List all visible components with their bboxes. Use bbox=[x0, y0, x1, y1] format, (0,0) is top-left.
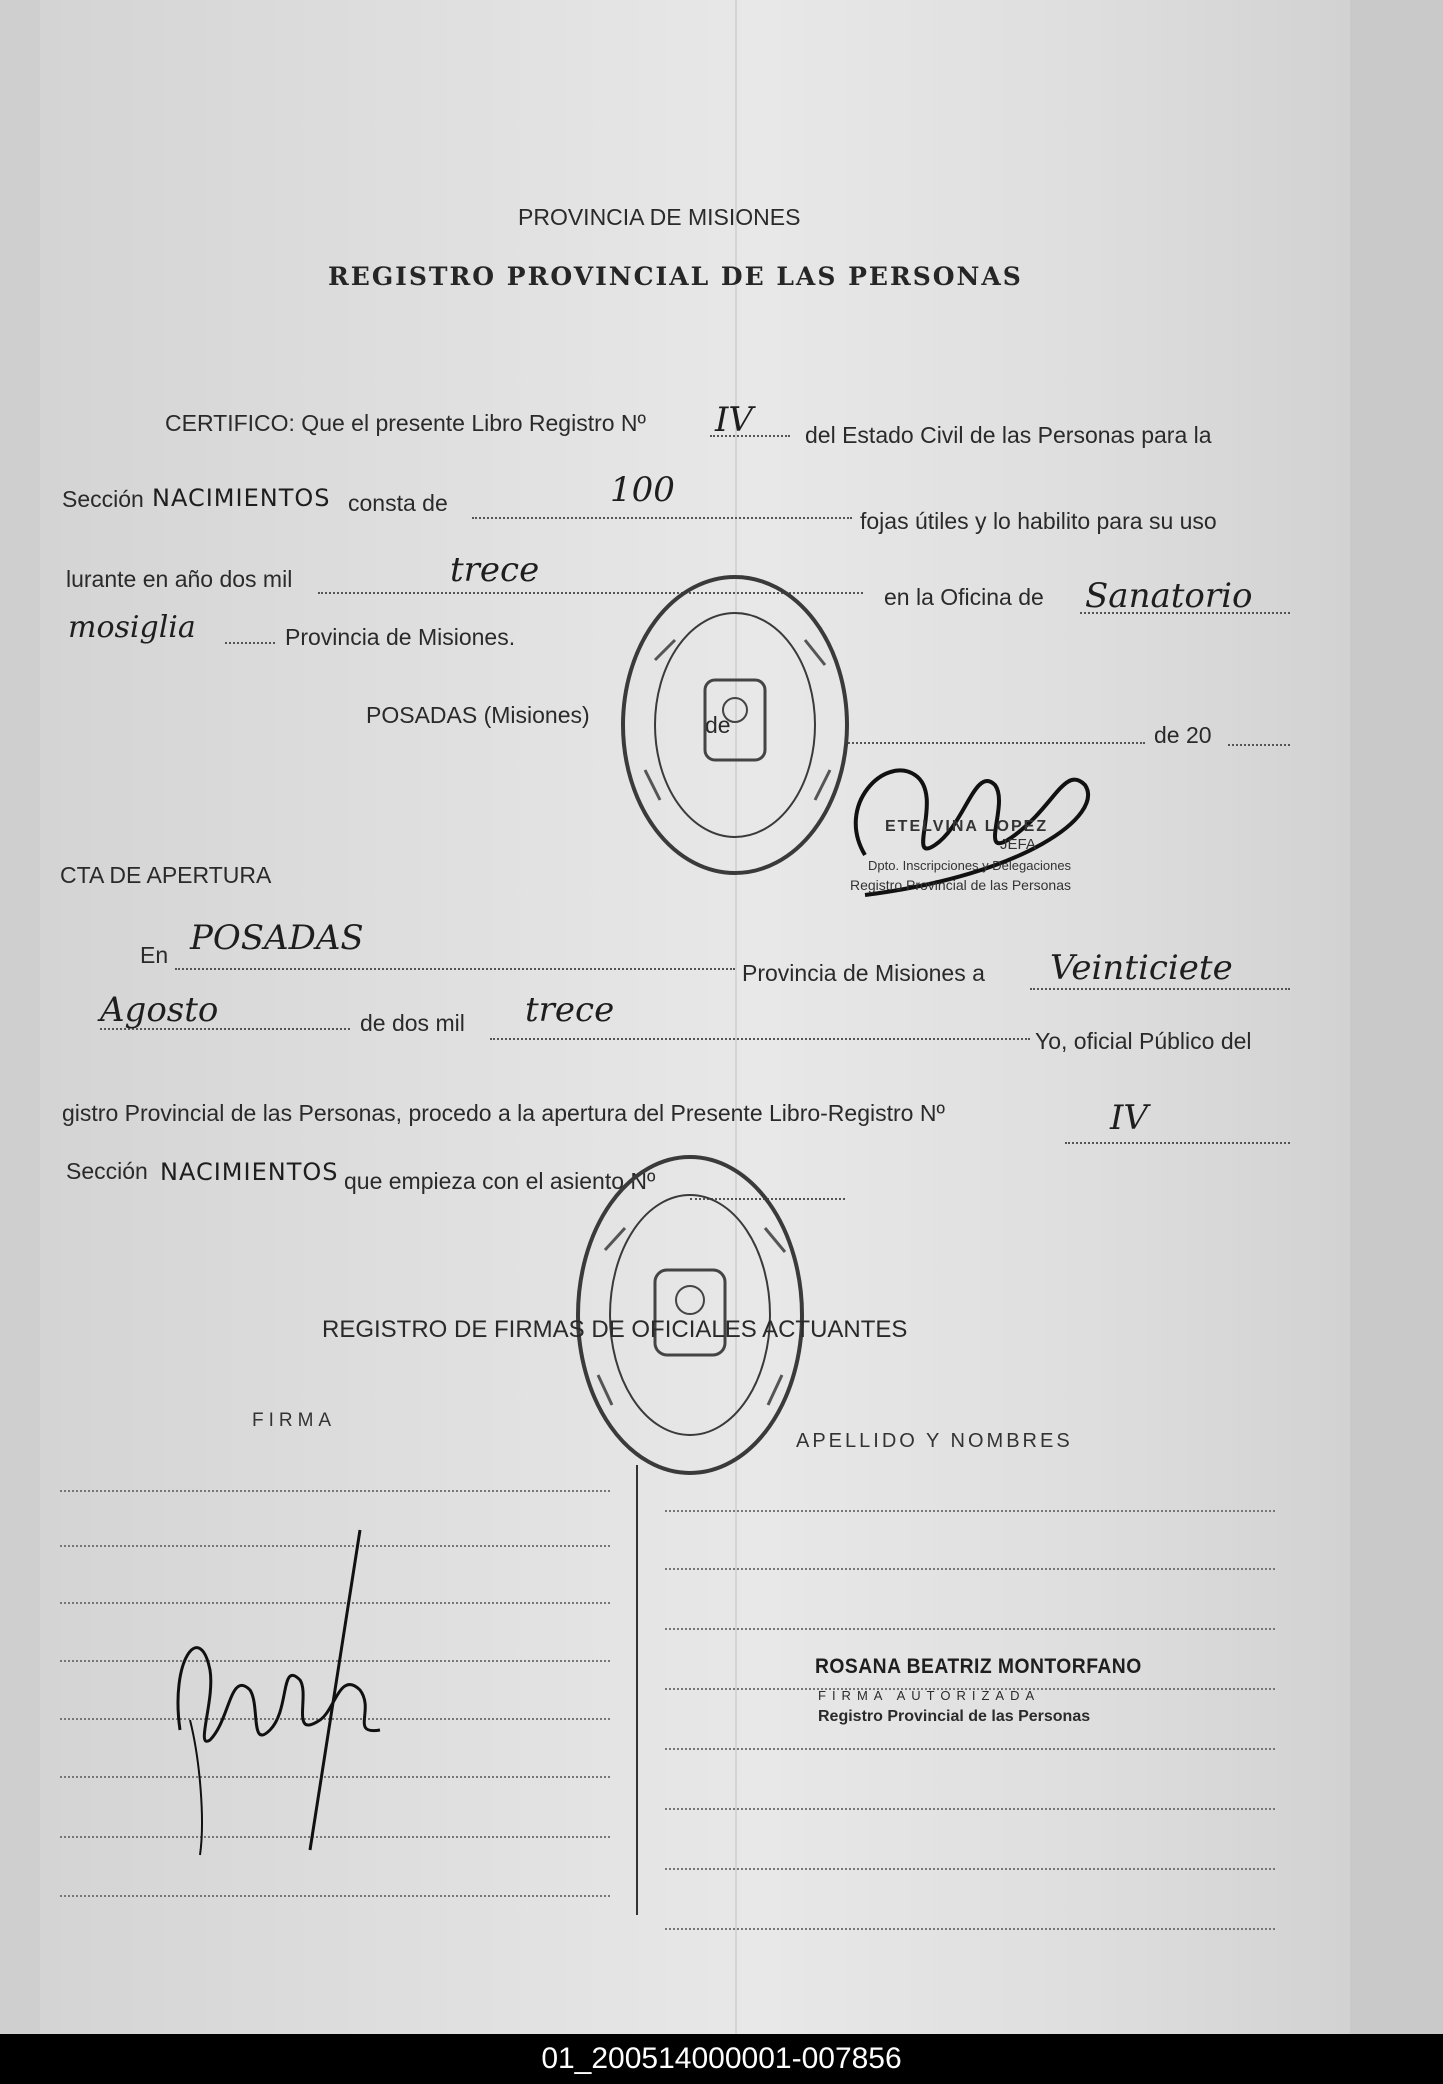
cert-line1-prefix: CERTIFICO: Que el presente Libro Registro Nº bbox=[165, 410, 646, 436]
stamp-name: ROSANA BEATRIZ MONTORFANO bbox=[815, 1655, 1142, 1678]
seccion-value: NACIMIENTOS bbox=[152, 484, 331, 512]
place-value: POSADAS bbox=[190, 918, 364, 958]
oficial-signature bbox=[160, 1520, 400, 1860]
day-value: Veinticiete bbox=[1050, 948, 1233, 988]
seccion-value-acta: NACIMIENTOS bbox=[160, 1158, 339, 1186]
oficina-value-2: mosiglia bbox=[68, 610, 196, 645]
durante-label: lurante en año dos mil bbox=[66, 566, 293, 592]
month-value: Agosto bbox=[100, 990, 219, 1030]
provincia-suffix: Provincia de Misiones. bbox=[285, 624, 516, 650]
stamp-registry: Registro Provincial de las Personas bbox=[818, 1708, 1091, 1725]
jefa-dept: Dpto. Inscripciones y Delegaciones bbox=[868, 858, 1072, 873]
apertura-line: gistro Provincial de las Personas, procedo a la apertura del Presente Libro-Registro Nº bbox=[62, 1100, 945, 1126]
nombre-row-5 bbox=[665, 1748, 1275, 1750]
place-date-label: POSADAS (Misiones) bbox=[366, 702, 590, 728]
year20-field bbox=[1228, 744, 1290, 746]
page-left-edge bbox=[0, 0, 40, 2034]
fojas-suffix: fojas útiles y lo habilito para su uso bbox=[860, 508, 1217, 534]
libro-number-value: IV bbox=[715, 400, 753, 440]
nombre-row-8 bbox=[665, 1928, 1275, 1930]
seccion-label-acta: Sección bbox=[66, 1158, 148, 1184]
de20-label: de 20 bbox=[1154, 722, 1212, 748]
nombre-row-3 bbox=[665, 1628, 1275, 1630]
oficina-label: en la Oficina de bbox=[884, 584, 1044, 610]
oficina-field-2 bbox=[225, 642, 275, 644]
year-value-acta: trece bbox=[525, 990, 615, 1030]
jefa-registry: Registro Provincial de las Personas bbox=[850, 877, 1071, 893]
image-id-footer: 01_200514000001-007856 bbox=[0, 2034, 1443, 2084]
jefa-title: JEFA bbox=[1000, 836, 1036, 853]
seccion-label: Sección bbox=[62, 486, 144, 512]
libro-number-field-acta bbox=[1065, 1142, 1290, 1144]
place-field bbox=[175, 968, 735, 970]
official-seal-bottom bbox=[570, 1150, 810, 1480]
fojas-field bbox=[472, 517, 852, 519]
fojas-value: 100 bbox=[610, 470, 675, 510]
col-firma-header: FIRMA bbox=[252, 1410, 337, 1431]
day-field bbox=[1030, 988, 1290, 990]
nombre-row-6 bbox=[665, 1808, 1275, 1810]
col-nombres-header: APELLIDO Y NOMBRES bbox=[796, 1430, 1073, 1452]
acta-heading: CTA DE APERTURA bbox=[60, 862, 272, 888]
provincia-label: Provincia de Misiones a bbox=[742, 960, 985, 986]
nombre-row-1 bbox=[665, 1510, 1275, 1512]
libro-number-acta: IV bbox=[1110, 1098, 1148, 1138]
firma-row-8 bbox=[60, 1895, 610, 1897]
registry-title: REGISTRO PROVINCIAL DE LAS PERSONAS bbox=[328, 262, 1023, 291]
year-value: trece bbox=[450, 550, 540, 590]
jefa-name: ETELVINA LOPEZ bbox=[885, 818, 1049, 835]
fold-crease bbox=[735, 0, 737, 2034]
page-right-edge bbox=[1350, 0, 1443, 2034]
nombre-row-2 bbox=[665, 1568, 1275, 1570]
oficial-label: Yo, oficial Público del bbox=[1035, 1028, 1252, 1054]
asiento-label: que empieza con el asiento Nº bbox=[344, 1168, 656, 1194]
stamp-role: FIRMA AUTORIZADA bbox=[818, 1688, 1041, 1703]
en-label: En bbox=[140, 942, 169, 968]
province-heading: PROVINCIA DE MISIONES bbox=[518, 204, 801, 230]
official-seal-top bbox=[615, 570, 855, 880]
consta-label: consta de bbox=[348, 490, 448, 516]
cert-line1-suffix: del Estado Civil de las Personas para la bbox=[805, 422, 1212, 448]
year-field-acta bbox=[490, 1038, 1030, 1040]
firmas-heading: REGISTRO DE FIRMAS DE OFICIALES ACTUANTES bbox=[322, 1316, 908, 1343]
dosmil-label: de dos mil bbox=[360, 1010, 465, 1036]
oficina-value-1: Sanatorio bbox=[1085, 576, 1253, 616]
month-field bbox=[845, 742, 1145, 744]
de-label: de bbox=[705, 712, 731, 738]
columns-divider bbox=[636, 1465, 638, 1915]
firma-row-1 bbox=[60, 1490, 610, 1492]
nombre-row-7 bbox=[665, 1868, 1275, 1870]
